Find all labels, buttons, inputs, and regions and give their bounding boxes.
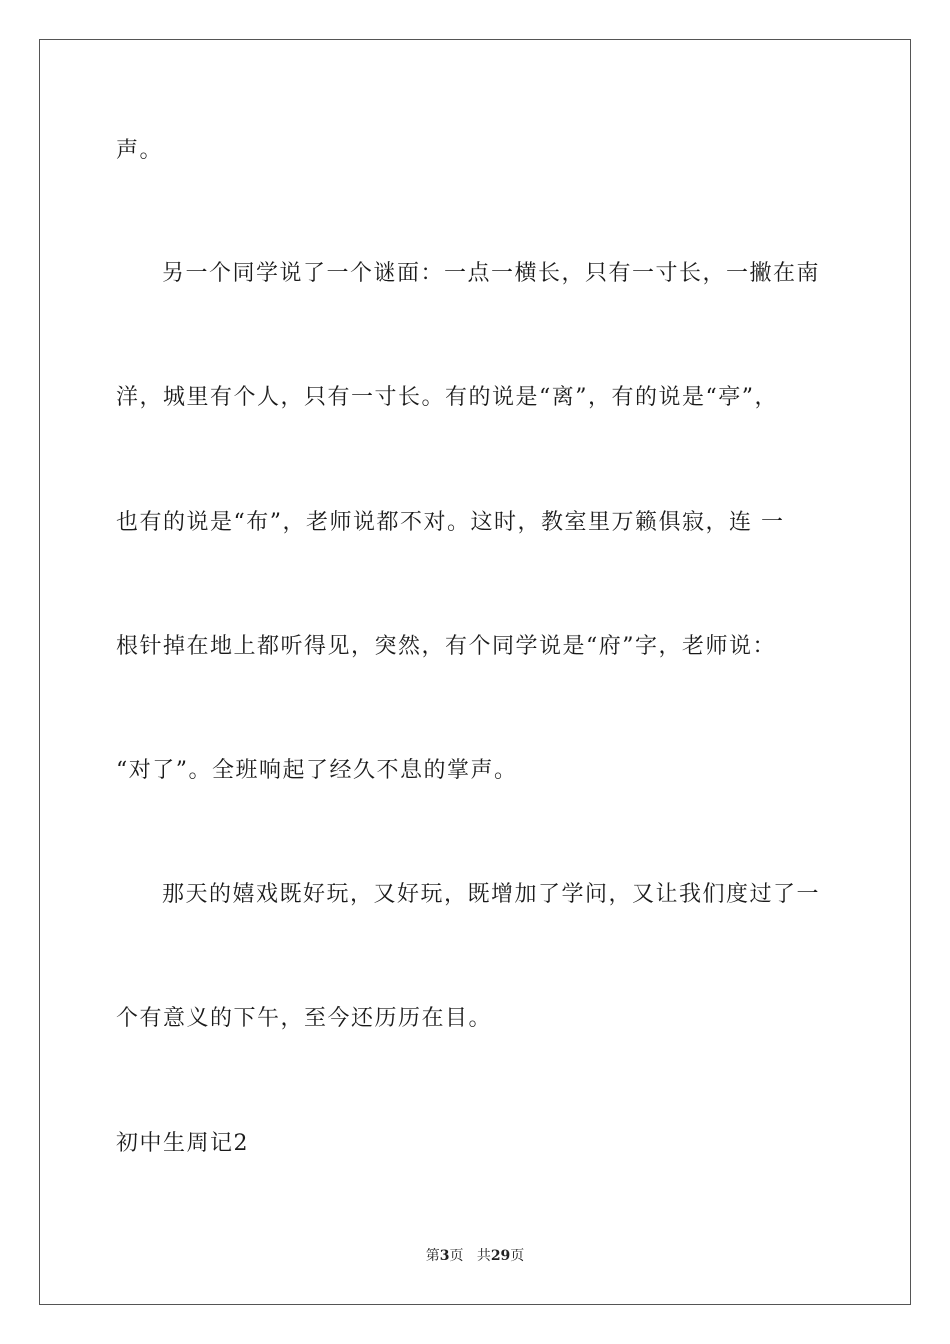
footer-page-prefix: 第 (425, 1248, 440, 1264)
paragraph-line-5: 根针掉在地上都听得见，突然，有个同学说是“府”字，老师说： (116, 634, 776, 659)
page-footer (0, 1246, 950, 1266)
paragraph-line-6: “对了”。全班响起了经久不息的掌声。 (116, 758, 518, 783)
footer-total-prefix: 共 (476, 1248, 491, 1264)
paragraph-line-1: 声。 (116, 138, 164, 163)
paragraph-line-3: 洋，城里有个人，只有一寸长。有的说是“离”，有的说是“亭”， (116, 385, 778, 410)
footer-total-suffix: 页 (510, 1248, 525, 1264)
footer-total-pages: 29 (490, 1248, 511, 1264)
paragraph-line-8: 个有意义的下午，至今还历历在目。 (116, 1006, 493, 1031)
paragraph-line-7: 那天的嬉戏既好玩，又好玩，既增加了学问，又让我们度过了一 (162, 882, 821, 907)
paragraph-line-2: 另一个同学说了一个谜面：一点一横长，只有一寸长，一撇在南 (162, 261, 821, 286)
footer-page-suffix: 页 (449, 1248, 464, 1264)
page-border (39, 39, 911, 1305)
section-heading: 初中生周记2 (116, 1131, 249, 1156)
footer-page-number: 3 (439, 1248, 450, 1264)
paragraph-line-4: 也有的说是“布”，老师说都不对。这时，教室里万籁俱寂，连 一 (116, 510, 785, 535)
